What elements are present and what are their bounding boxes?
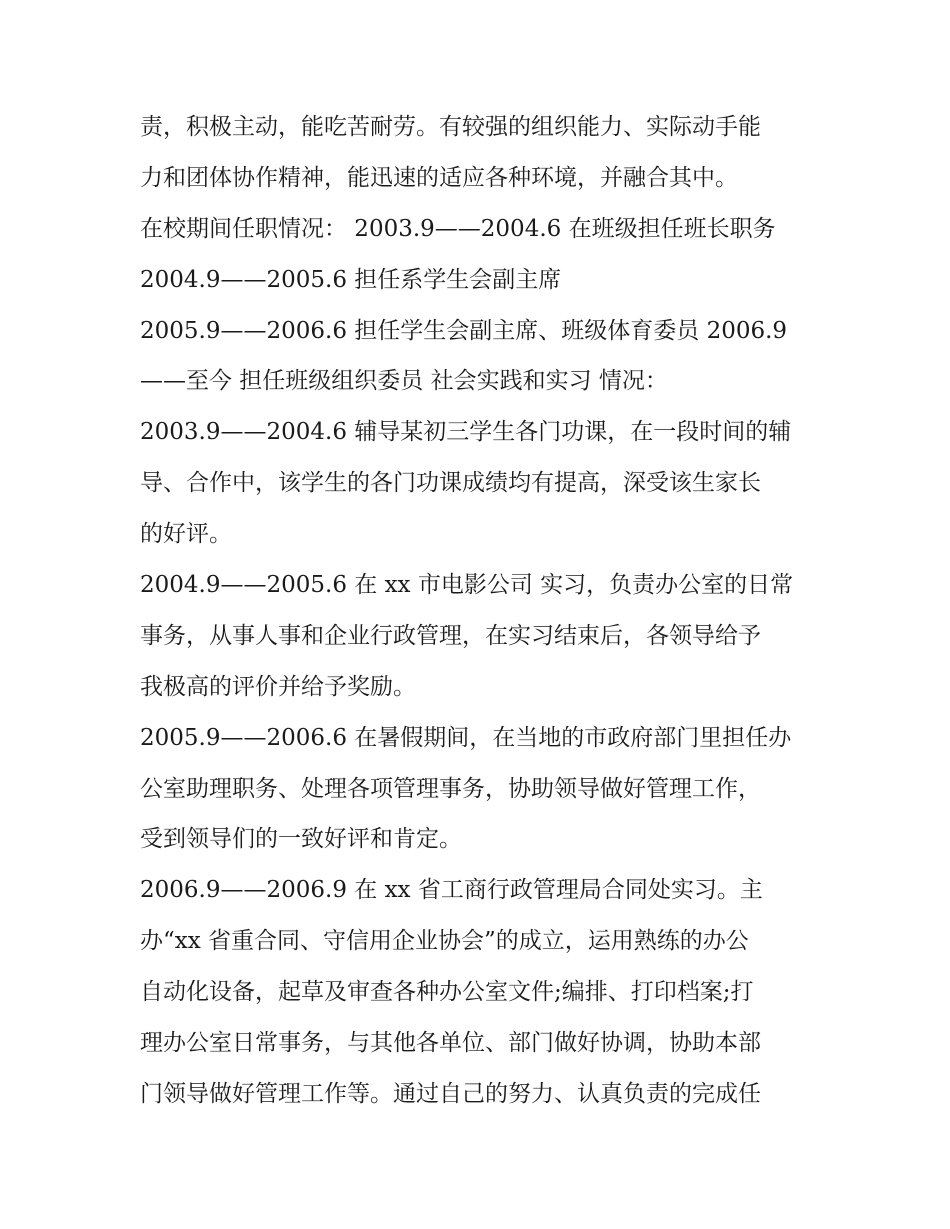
text-line: 理办公室日常事务，与其他各单位、部门做好协调，协助本部 <box>140 1030 761 1057</box>
text-line: 责，积极主动，能吃苦耐劳。有较强的组织能力、实际动手能 <box>140 114 761 140</box>
text-line: 2004.9——2005.6 在 xx 市电影公司 实习，负责办公室的日常 <box>140 572 794 599</box>
text-line: 2003.9——2004.6 辅导某初三学生各门功课，在一段时间的辅 <box>140 419 792 446</box>
text-line: 2005.9——2006.6 在暑假期间，在当地的市政府部门里担任办 <box>140 724 792 751</box>
text-line: 我极高的评价并给予奖励。 <box>140 673 416 700</box>
text-line: 公室助理职务、处理各项管理事务，协助领导做好管理工作， <box>140 775 761 802</box>
text-line: 2005.9——2006.6 担任学生会副主席、班级体育委员 2006.9 <box>140 317 788 344</box>
text-line: 2006.9——2006.9 在 xx 省工商行政管理局合同处实习。主 <box>140 877 763 904</box>
text-line: 2004.9——2005.6 担任系学生会副主席 <box>140 266 562 293</box>
text-line: 导、合作中，该学生的各门功课成绩均有提高，深受该生家长 <box>140 470 761 497</box>
body-text <box>140 102 830 1120</box>
text-line: ——至今 担任班级组织委员 社会实践和实习 情况： <box>140 368 668 395</box>
text-line: 自动化设备，起草及审查各种办公室文件;编排、打印档案;打 <box>140 979 754 1006</box>
text-line: 受到领导们的一致好评和肯定。 <box>140 826 462 853</box>
text-line: 力和团体协作精神，能迅速的适应各种环境，并融合其中。 <box>140 164 738 191</box>
text-line: 在校期间任职情况： 2003.9——2004.6 在班级担任班长职务 <box>140 215 776 242</box>
text-line: 的好评。 <box>140 521 232 548</box>
text-line: 门领导做好管理工作等。通过自己的努力、认真负责的完成任 <box>140 1080 761 1107</box>
text-line: 办“xx 省重合同、守信用企业协会”的成立，运用熟练的办公 <box>140 928 749 955</box>
text-line: 事务，从事人事和企业行政管理，在实习结束后，各领导给予 <box>140 622 761 649</box>
